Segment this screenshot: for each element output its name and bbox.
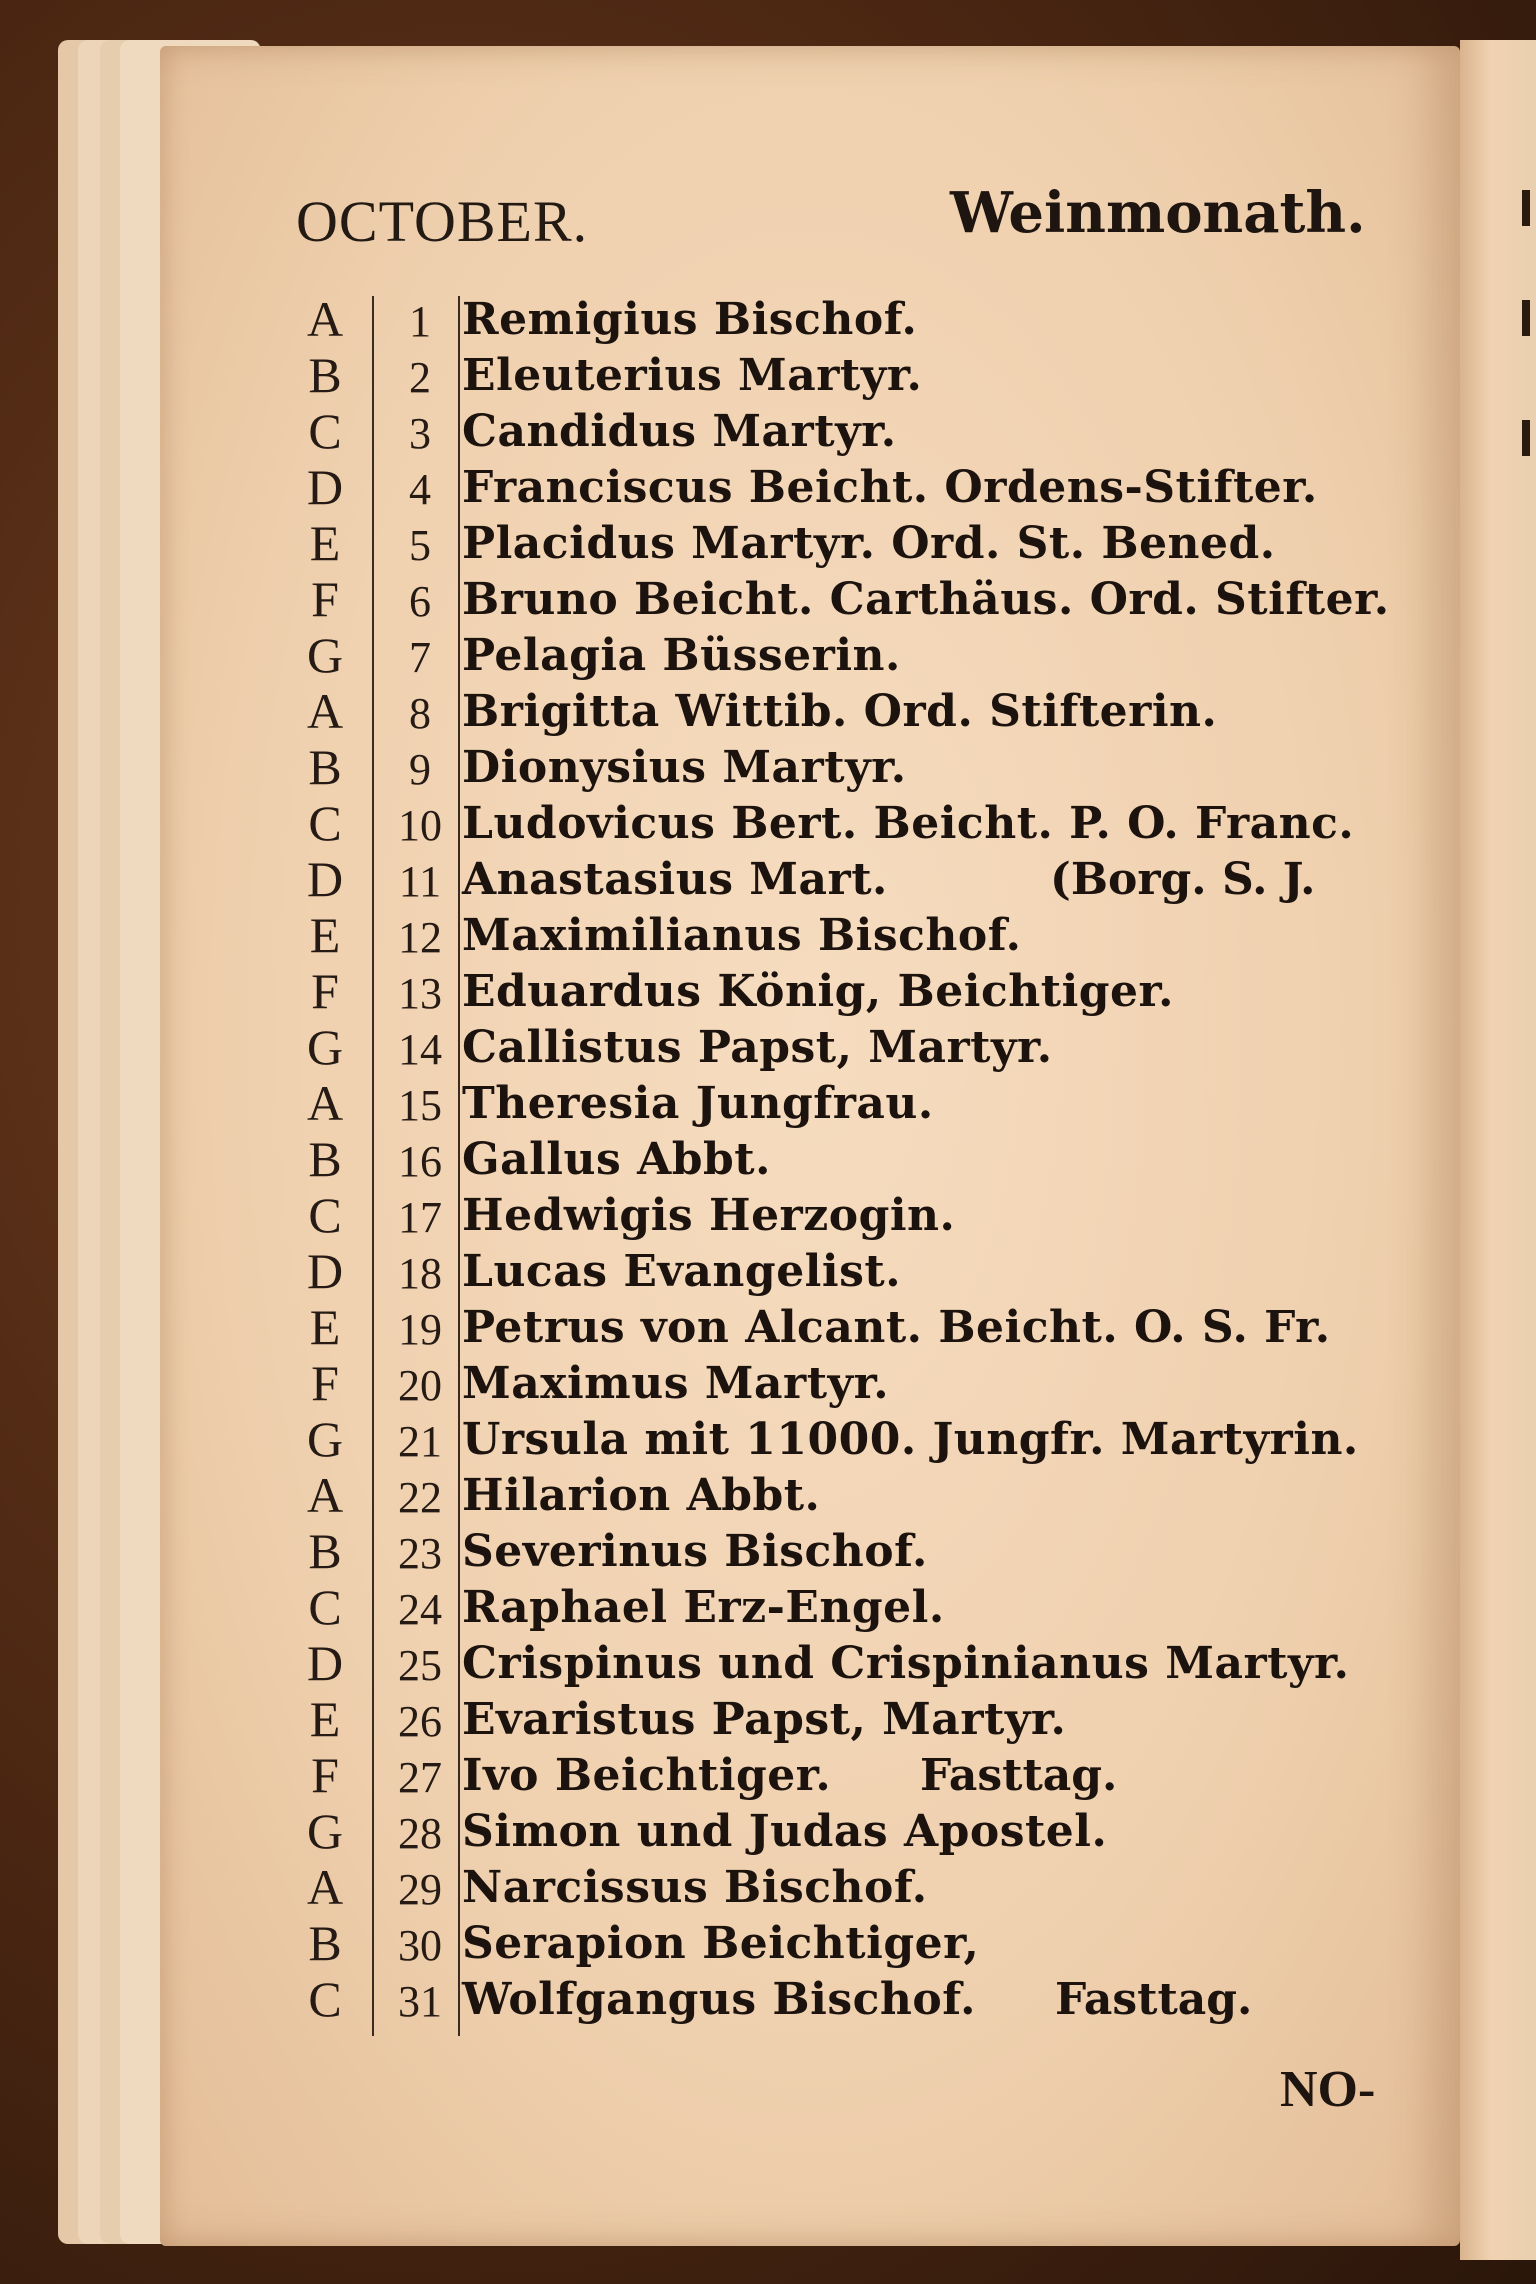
day-number: 21 [398, 1417, 442, 1466]
day-number: 30 [398, 1921, 442, 1970]
saint-name: Callistus Papst, Martyr. [462, 1022, 1053, 1073]
dominical-letter: D [306, 851, 344, 907]
letter-column-divider [372, 296, 374, 2036]
entry-note: Fasttag. [1055, 1974, 1253, 2025]
saint-name: Raphael Erz-Engel. [462, 1582, 945, 1633]
saint-name: Serapion Beichtiger, [462, 1918, 980, 1969]
dominical-letter: E [309, 515, 341, 571]
dominical-letter: E [309, 1691, 341, 1747]
day-number: 17 [398, 1193, 442, 1242]
dominical-letter: A [306, 1859, 344, 1915]
dominical-letter: A [306, 1075, 344, 1131]
day-number: 16 [398, 1137, 442, 1186]
day-number: 6 [409, 577, 431, 626]
day-number: 22 [398, 1473, 442, 1522]
saint-name: Eduardus König, Beichtiger. [462, 966, 1174, 1017]
day-number: 26 [398, 1697, 442, 1746]
facing-page-glyph [1522, 190, 1530, 226]
day-number: 12 [398, 913, 442, 962]
saint-name: Lucas Evangelist. [462, 1246, 902, 1297]
day-number: 9 [409, 745, 431, 794]
catchword: NO- [1280, 2061, 1376, 2118]
dominical-letter: F [311, 1355, 339, 1411]
saint-name: Ludovicus Bert. Beicht. P. O. Franc. [462, 798, 1355, 849]
dominical-letter: D [306, 459, 344, 515]
month-latin-heading: OCTOBER. [296, 189, 589, 254]
saint-name: Theresia Jungfrau. [462, 1078, 934, 1129]
dominical-letter: A [306, 1467, 344, 1523]
day-number: 11 [398, 857, 442, 906]
saint-name: Franciscus Beicht. Ordens-Stifter. [462, 462, 1318, 513]
day-number: 7 [409, 633, 431, 682]
saint-name: Bruno Beicht. Carthäus. Ord. Stifter. [462, 574, 1390, 625]
facing-page-edge [1460, 40, 1536, 2260]
day-number: 8 [409, 689, 431, 738]
dominical-letter: G [306, 627, 344, 683]
day-number: 14 [398, 1025, 442, 1074]
saint-name: Wolfgangus Bischof. [462, 1974, 976, 2025]
dominical-letter: B [308, 1131, 342, 1187]
saint-name: Candidus Martyr. [462, 406, 897, 457]
dominical-letter: G [306, 1803, 344, 1859]
day-number: 3 [409, 409, 431, 458]
day-number: 24 [398, 1585, 442, 1634]
dominical-letter: C [308, 795, 342, 851]
day-number: 1 [409, 297, 431, 346]
dominical-letter: B [308, 347, 342, 403]
day-number: 4 [409, 465, 431, 514]
dominical-letter: C [308, 1579, 342, 1635]
day-number: 2 [409, 353, 431, 402]
saint-name: Crispinus und Crispinianus Martyr. [462, 1638, 1350, 1689]
saint-name: Eleuterius Martyr. [462, 350, 923, 401]
saint-name: Simon und Judas Apostel. [462, 1806, 1108, 1857]
dominical-letter: G [306, 1411, 344, 1467]
saint-name: Ivo Beichtiger. [462, 1750, 832, 1801]
saint-name: Dionysius Martyr. [462, 742, 907, 793]
saint-name: Remigius Bischof. [462, 294, 918, 345]
saint-name: Brigitta Wittib. Ord. Stifterin. [462, 686, 1218, 737]
dominical-letter: B [308, 739, 342, 795]
day-number: 25 [398, 1641, 442, 1690]
day-number: 10 [398, 801, 442, 850]
day-number: 18 [398, 1249, 442, 1298]
month-german-heading: Weinmonath. [950, 180, 1366, 246]
day-number: 28 [398, 1809, 442, 1858]
dominical-letter: C [308, 1187, 342, 1243]
facing-page-glyph [1522, 420, 1530, 456]
dominical-letter: F [311, 1747, 339, 1803]
saint-name: Maximilianus Bischof. [462, 910, 1022, 961]
day-number: 29 [398, 1865, 442, 1914]
dominical-letter: A [306, 683, 344, 739]
facing-page-glyph [1522, 300, 1530, 336]
saint-name: Gallus Abbt. [462, 1134, 771, 1185]
day-number: 13 [398, 969, 442, 1018]
dominical-letter: D [306, 1635, 344, 1691]
dominical-letter: F [311, 963, 339, 1019]
saint-name: Pelagia Büsserin. [462, 630, 901, 681]
dominical-letter: B [308, 1523, 342, 1579]
saint-name: Ursula mit 11000. Jungfr. Martyrin. [462, 1414, 1359, 1465]
saint-name: Maximus Martyr. [462, 1358, 890, 1409]
saint-name: Hilarion Abbt. [462, 1470, 821, 1521]
day-number: 31 [398, 1977, 442, 2026]
day-number: 20 [398, 1361, 442, 1410]
dominical-letter: D [306, 1243, 344, 1299]
dominical-letter: G [306, 1019, 344, 1075]
entry-note: (Borg. S. J. [1050, 854, 1316, 905]
dominical-letter: E [309, 1299, 341, 1355]
entry-note: Fasttag. [920, 1750, 1118, 1801]
day-number: 23 [398, 1529, 442, 1578]
dominical-letter: F [311, 571, 339, 627]
dominical-letter: A [306, 291, 344, 347]
day-column-divider [458, 296, 460, 2036]
dominical-letter: C [308, 403, 342, 459]
saint-name: Petrus von Alcant. Beicht. O. S. Fr. [462, 1302, 1331, 1353]
saint-name: Severinus Bischof. [462, 1526, 928, 1577]
day-number: 15 [398, 1081, 442, 1130]
saint-name: Placidus Martyr. Ord. St. Bened. [462, 518, 1276, 569]
dominical-letter: C [308, 1971, 342, 2027]
saint-name: Anastasius Mart. [462, 854, 888, 905]
saint-name: Hedwigis Herzogin. [462, 1190, 956, 1241]
day-number: 19 [398, 1305, 442, 1354]
dominical-letter: E [309, 907, 341, 963]
day-number: 5 [409, 521, 431, 570]
dominical-letter: B [308, 1915, 342, 1971]
saint-name: Evaristus Papst, Martyr. [462, 1694, 1067, 1745]
saint-name: Narcissus Bischof. [462, 1862, 928, 1913]
day-number: 27 [398, 1753, 442, 1802]
